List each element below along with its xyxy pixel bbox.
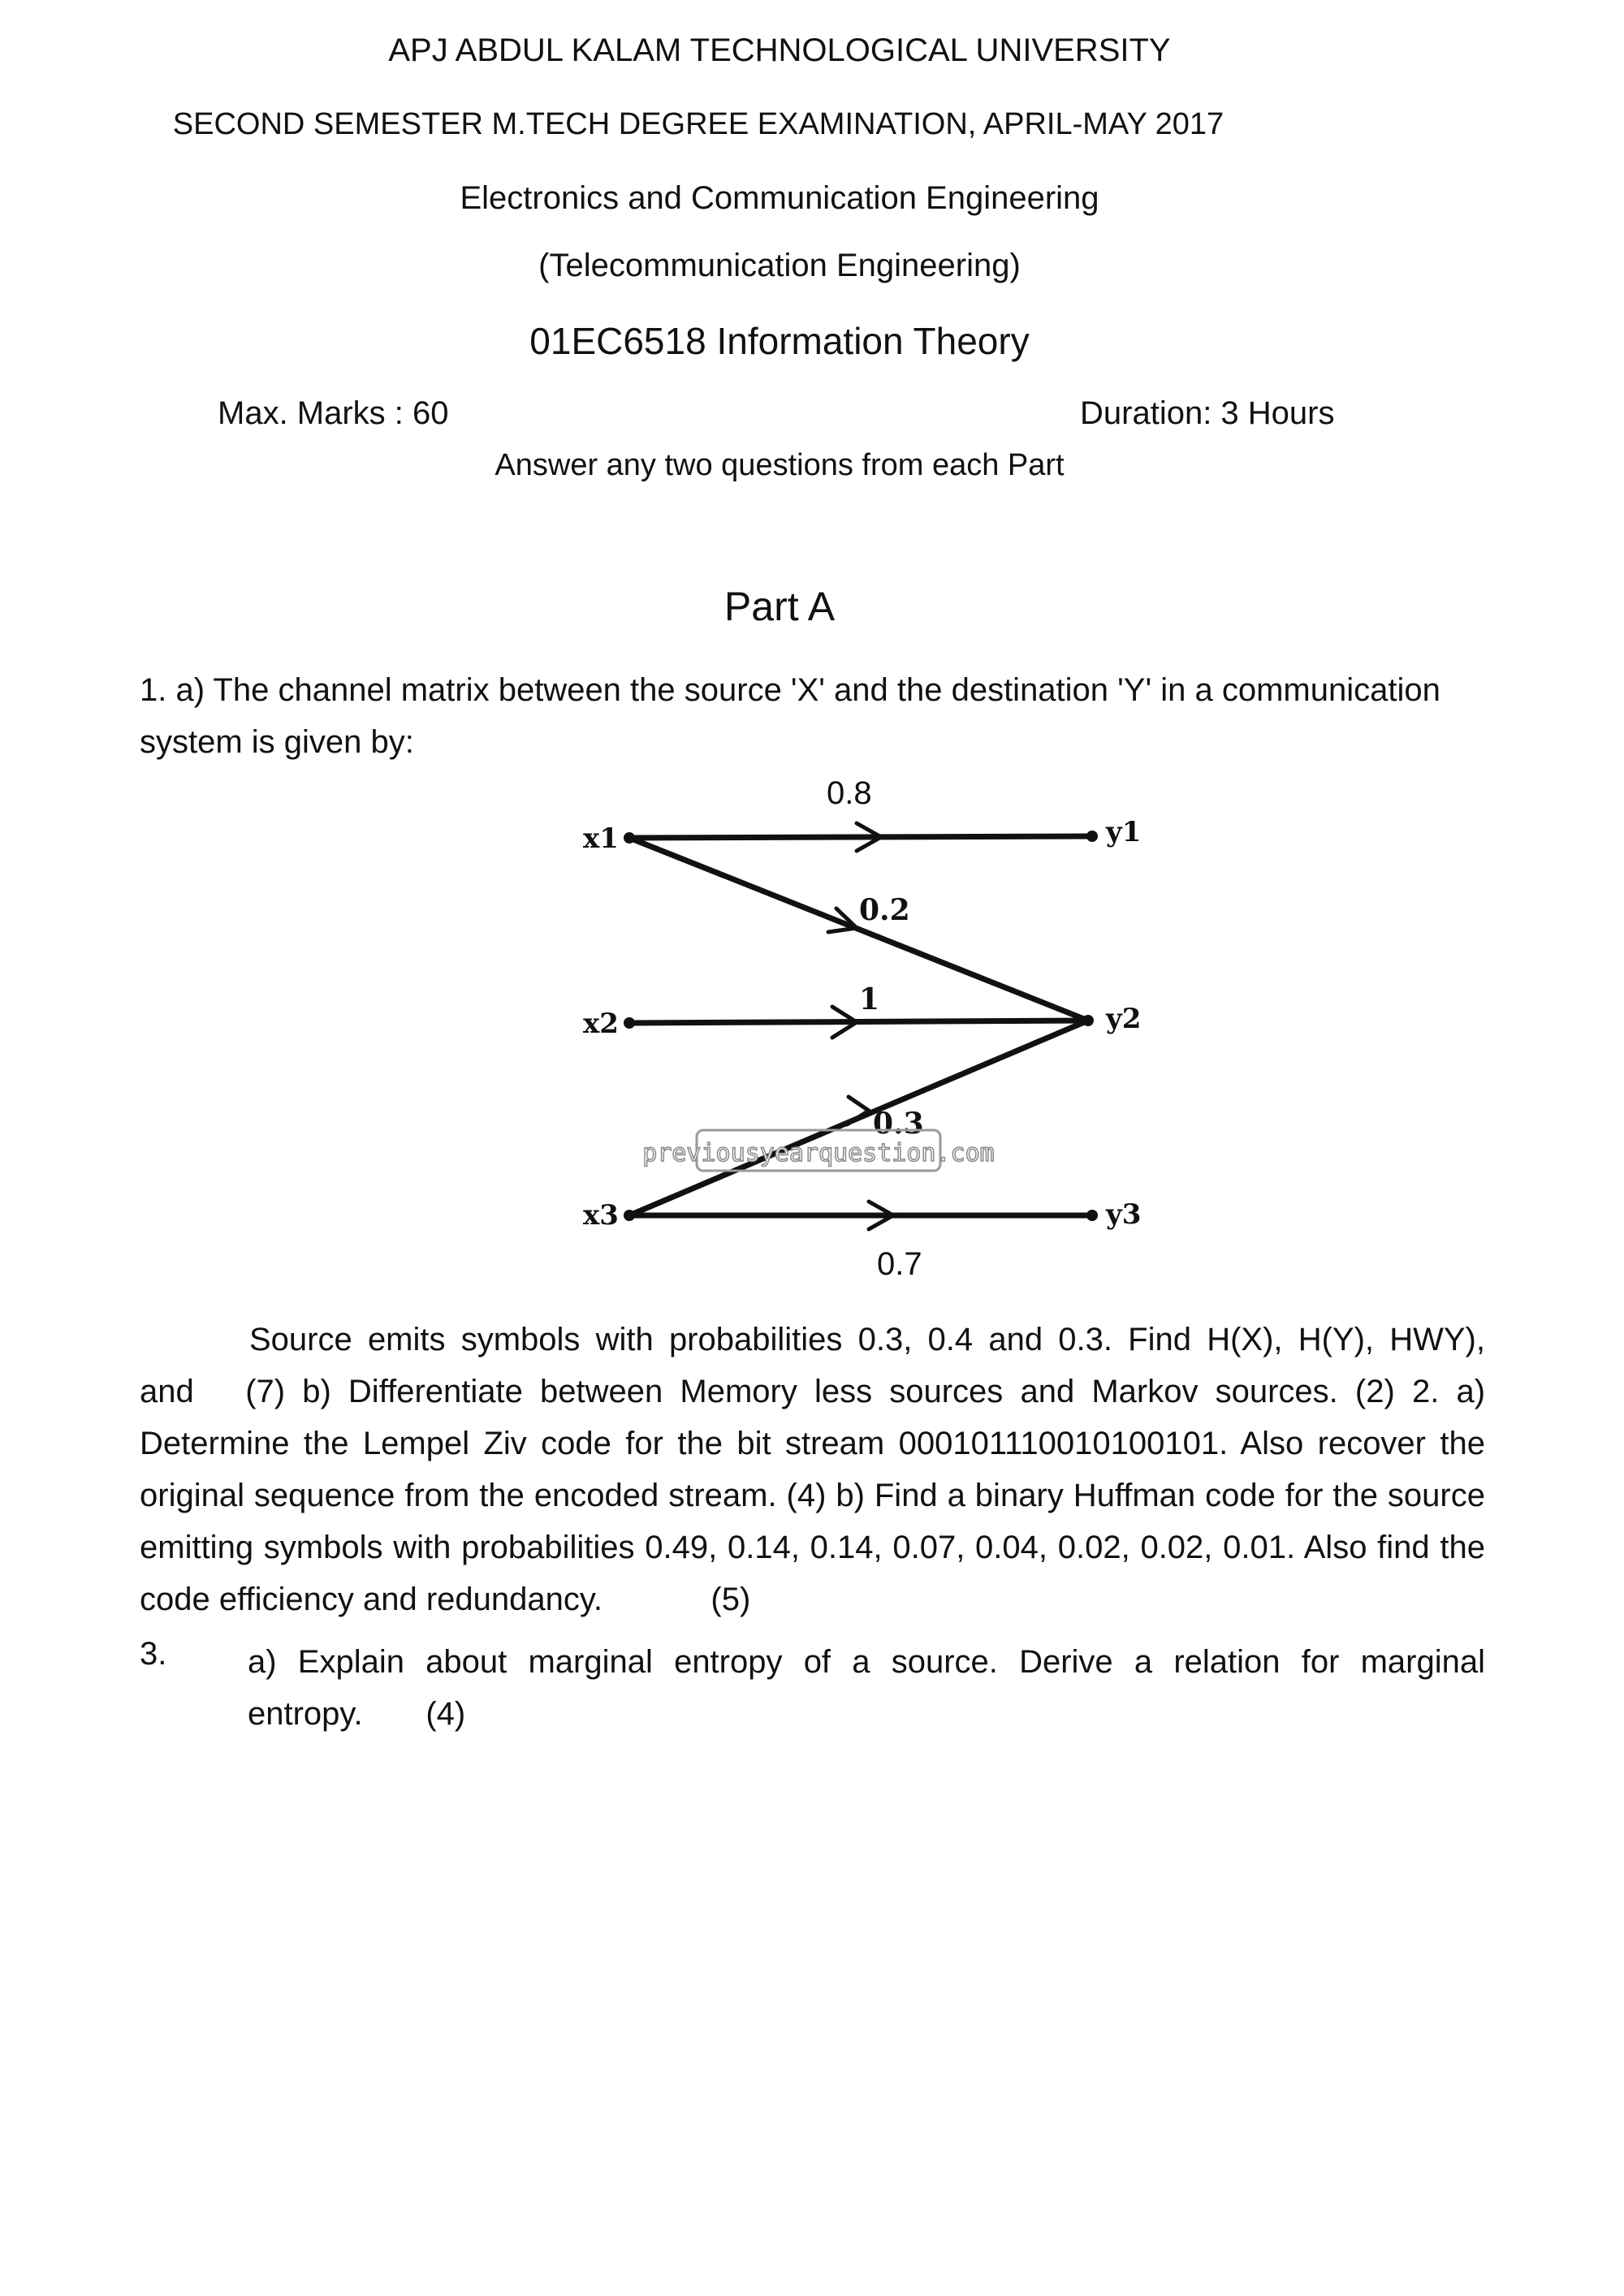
label-p-x1-y1: 0.8 [827, 775, 872, 811]
para-marks: (5) [710, 1582, 751, 1617]
label-p-x1-y2: 0.2 [859, 893, 910, 927]
question-3-body: a) Explain about marginal entropy of a source. Derive a relation for marginal entropy. [248, 1644, 1485, 1732]
label-p-x2-y2: 1 [859, 982, 880, 1016]
part-title: Part A [723, 584, 836, 629]
stream-name: (Telecommunication Engineering) [538, 248, 1021, 283]
max-marks: Max. Marks : 60 [218, 395, 449, 431]
para-part2: (7) b) Differentiate between Memory less sources and Markov sources. (2) 2. a) Determine the Lempel Ziv code for the bit stream 000101110010100101. Also recover the original sequence from the encoded stream. (4) b) Find a binary Huffman code for the source emitting symbols with probabilities 0.49, 0.14, 0.14, 0.07, 0.04, 0.02, 0.02, 0.01. Also find the code efficiency and redundancy. [140, 1374, 1486, 1617]
para-part1: Source emits symbols with probabilities 0.3, 0.4 and 0.3. Find H(X), H(Y), HWY), and [140, 1322, 1485, 1409]
label-x3: x3 [583, 1199, 619, 1232]
duration: Duration: 3 Hours [1080, 395, 1335, 431]
question-3-marks: (4) [425, 1696, 466, 1732]
node-y3 [1086, 1210, 1098, 1221]
node-y1 [1086, 831, 1098, 842]
instruction: Answer any two questions from each Part [495, 448, 1065, 482]
question-3-number: 3. [140, 1636, 167, 1672]
university-name: APJ ABDUL KALAM TECHNOLOGICAL UNIVERSITY [388, 32, 1171, 68]
department-name: Electronics and Communication Engineering [460, 180, 1099, 216]
question-3-text [248, 1636, 1485, 1740]
course-title: 01EC6518 Information Theory [529, 320, 1030, 362]
node-x3 [624, 1210, 635, 1221]
exam-title: SECOND SEMESTER M.TECH DEGREE EXAMINATION, APRIL-MAY 2017 [172, 107, 1224, 141]
label-y1: y1 [1106, 816, 1142, 848]
node-x2 [624, 1017, 635, 1029]
node-x1 [624, 832, 635, 844]
edge-x1-y1 [629, 836, 1092, 838]
label-y2: y2 [1106, 1003, 1142, 1035]
question-body-paragraph [140, 1314, 1485, 1625]
label-p-x3-y3: 0.7 [877, 1246, 922, 1282]
node-y2 [1082, 1015, 1094, 1026]
label-x2: x2 [583, 1008, 619, 1040]
watermark-text: previousyearquestion.com [642, 1139, 995, 1167]
label-p-x3-y2: 0.3 [873, 1107, 924, 1141]
question-1a: 1. a) The channel matrix between the source 'X' and the destination 'Y' in a communication system is given by: [140, 672, 1440, 760]
label-y3: y3 [1106, 1198, 1142, 1231]
label-x1: x1 [583, 822, 619, 855]
